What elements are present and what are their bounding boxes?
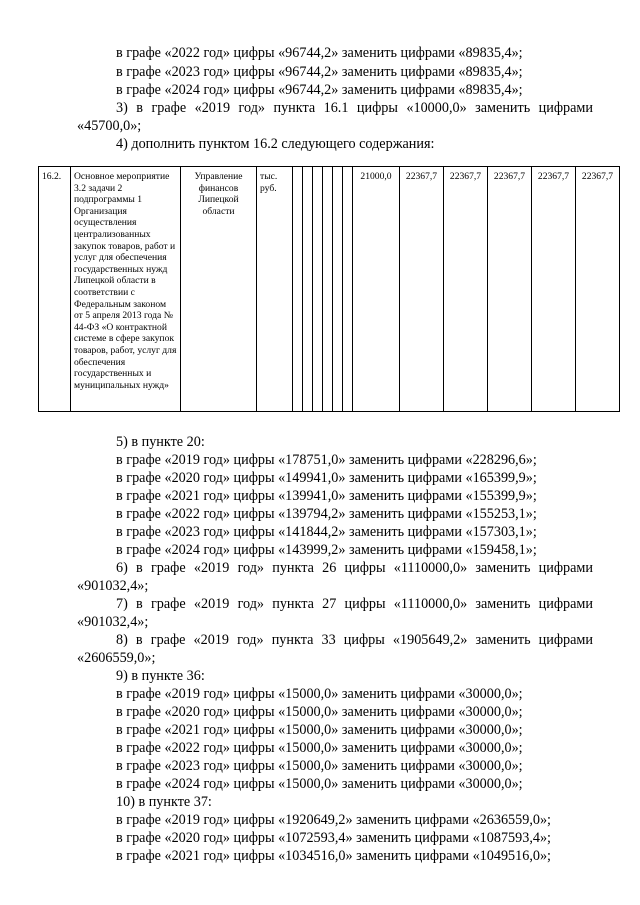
text-line: в графе «2024 год» цифры «143999,2» заменить цифрами «159458,1»; xyxy=(116,542,537,558)
text-line: в графе «2022 год» цифры «15000,0» заменить цифрами «30000,0»; xyxy=(116,740,523,756)
cell-empty xyxy=(323,167,333,412)
cell-executor: Управление финансов Липецкой области xyxy=(181,167,257,412)
item-7-line-2: «901032,4»; xyxy=(77,614,149,630)
text-line: в графе «2021 год» цифры «15000,0» заменить цифрами «30000,0»; xyxy=(116,722,523,738)
text-line: в графе «2024 год» цифры «96744,2» заменить цифрами «89835,4»; xyxy=(116,82,523,98)
cell-empty xyxy=(333,167,343,412)
cell-name: Основное мероприятие 3.2 задачи 2 подпрограммы 1 Организация осуществления централизованных закупок товаров, работ и услуг для обеспечения государственных нужд Липецкой области в соответствии с Федеральным законом от 5 апреля 2013 года № 44-ФЗ «О контрактной системе в сфере закупок товаров, работ, услуг для обеспечения государственных и муниципальных нужд» xyxy=(71,167,181,412)
item-3-line-2: «45700,0»; xyxy=(77,118,142,134)
text-line: в графе «2020 год» цифры «149941,0» заменить цифрами «165399,9»; xyxy=(116,470,537,486)
text-line: в графе «2020 год» цифры «15000,0» заменить цифрами «30000,0»; xyxy=(116,704,523,720)
cell-value: 21000,0 xyxy=(353,167,400,412)
cell-value: 22367,7 xyxy=(532,167,576,412)
item-4: 4) дополнить пунктом 16.2 следующего содержания: xyxy=(116,136,435,152)
cell-empty xyxy=(313,167,323,412)
item-5-head: 5) в пункте 20: xyxy=(116,434,205,450)
text-line: в графе «2022 год» цифры «139794,2» заменить цифрами «155253,1»; xyxy=(116,506,537,522)
text-line: в графе «2022 год» цифры «96744,2» заменить цифрами «89835,4»; xyxy=(116,45,523,61)
cell-empty xyxy=(293,167,303,412)
text-line: в графе «2019 год» цифры «178751,0» заменить цифрами «228296,6»; xyxy=(116,452,537,468)
cell-value: 22367,7 xyxy=(576,167,620,412)
cell-value: 22367,7 xyxy=(400,167,444,412)
text-line: в графе «2020 год» цифры «1072593,4» заменить цифрами «1087593,4»; xyxy=(116,830,551,846)
cell-value: 22367,7 xyxy=(488,167,532,412)
item-10-head: 10) в пункте 37: xyxy=(116,794,212,810)
text-line: в графе «2021 год» цифры «1034516,0» заменить цифрами «1049516,0»; xyxy=(116,848,551,864)
cell-unit: тыс. руб. xyxy=(257,167,293,412)
table-row xyxy=(39,167,620,412)
text-line: в графе «2023 год» цифры «141844,2» заменить цифрами «157303,1»; xyxy=(116,524,537,540)
cell-empty xyxy=(303,167,313,412)
text-line: в графе «2024 год» цифры «15000,0» заменить цифрами «30000,0»; xyxy=(116,776,523,792)
cell-value: 22367,7 xyxy=(444,167,488,412)
cell-number: 16.2. xyxy=(39,167,71,412)
measure-table xyxy=(38,166,620,412)
text-line: в графе «2023 год» цифры «96744,2» заменить цифрами «89835,4»; xyxy=(116,64,523,80)
item-6-line-2: «901032,4»; xyxy=(77,578,149,594)
text-line: в графе «2019 год» цифры «1920649,2» заменить цифрами «2636559,0»; xyxy=(116,812,551,828)
cell-empty xyxy=(343,167,353,412)
item-6-line-1: 6) в графе «2019 год» пункта 26 цифры «1110000,0» заменить цифрами xyxy=(116,560,593,576)
item-8-line-2: «2606559,0»; xyxy=(77,650,156,666)
item-9-head: 9) в пункте 36: xyxy=(116,668,205,684)
item-7-line-1: 7) в графе «2019 год» пункта 27 цифры «1110000,0» заменить цифрами xyxy=(116,596,593,612)
item-8-line-1: 8) в графе «2019 год» пункта 33 цифры «1905649,2» заменить цифрами xyxy=(116,632,593,648)
text-line: в графе «2021 год» цифры «139941,0» заменить цифрами «155399,9»; xyxy=(116,488,537,504)
text-line: в графе «2023 год» цифры «15000,0» заменить цифрами «30000,0»; xyxy=(116,758,523,774)
text-line: в графе «2019 год» цифры «15000,0» заменить цифрами «30000,0»; xyxy=(116,686,523,702)
item-3-line-1: 3) в графе «2019 год» пункта 16.1 цифры «10000,0» заменить цифрами xyxy=(116,100,593,116)
